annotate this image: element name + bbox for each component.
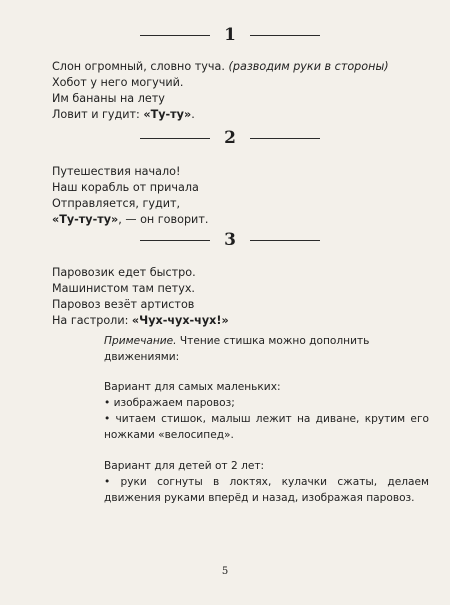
verse-3 xyxy=(52,265,229,329)
verse-line: Машинистом там петух. xyxy=(52,282,195,295)
variant-2-item: • руки согнуты в локтях, кулачки сжаты, делаем движения руками вперёд и назад, изображая паровоз. xyxy=(104,476,429,504)
section-1-header xyxy=(140,24,320,46)
verse-line: Паровоз везёт артистов xyxy=(52,298,195,311)
note-block xyxy=(104,333,429,506)
section-3-header xyxy=(140,229,320,251)
variant-1-title: Вариант для самых маленьких: xyxy=(104,381,281,393)
section-number: 3 xyxy=(224,230,236,250)
verse-line: Паровозик едет быстро. xyxy=(52,266,196,279)
verse-1 xyxy=(52,59,389,123)
verse-line: «Ту-ту-ту», — он говорит. xyxy=(52,213,209,226)
divider-line xyxy=(250,35,320,36)
variant-1-item: • читаем стишок, малыш лежит на диване, крутим его ножками «велосипед». xyxy=(104,413,429,441)
variant-1-item: • изображаем паровоз; xyxy=(104,397,235,409)
section-number: 1 xyxy=(224,25,236,45)
section-2-header xyxy=(140,127,320,149)
verse-line: Отправляется, гудит, xyxy=(52,197,181,210)
verse-line: На гастроли: «Чух-чух-чух!» xyxy=(52,314,229,327)
variant-2-title: Вариант для детей от 2 лет: xyxy=(104,460,265,472)
section-number: 2 xyxy=(224,128,236,148)
note-intro: Примечание. Чтение стишка можно дополнить движениями: xyxy=(104,335,370,363)
verse-line: Путешествия начало! xyxy=(52,165,181,178)
divider-line xyxy=(250,138,320,139)
divider-line xyxy=(250,240,320,241)
verse-line: Ловит и гудит: «Ту-ту». xyxy=(52,108,195,121)
verse-2 xyxy=(52,164,208,228)
verse-line: Им бананы на лету xyxy=(52,92,165,105)
verse-line: Слон огромный, словно туча. (разводим руки в стороны) xyxy=(52,60,389,73)
page-number: 5 xyxy=(221,566,229,577)
verse-line: Хобот у него могучий. xyxy=(52,76,184,89)
verse-line: Наш корабль от причала xyxy=(52,181,199,194)
